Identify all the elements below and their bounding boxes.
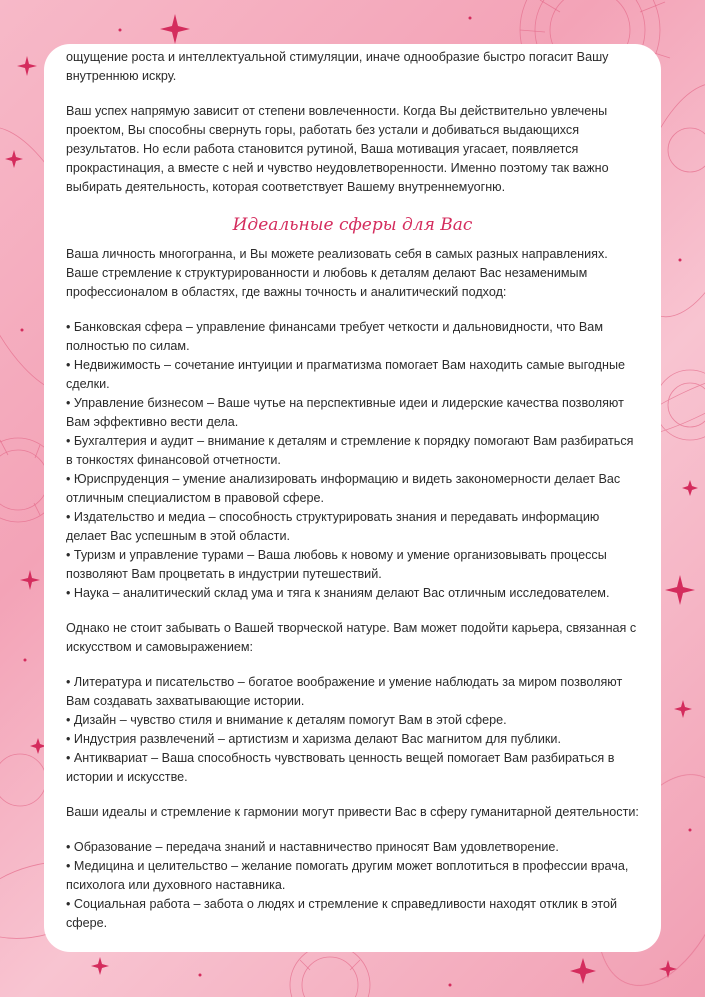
- list-item: • Туризм и управление турами – Ваша любовь к новому и умение организовывать процессы позволяют Вам процветать в индустрии путешествий.: [66, 548, 607, 581]
- list-item: • Индустрия развлечений – артистизм и харизма делают Вас магнитом для публики.: [66, 732, 561, 746]
- list-item: • Издательство и медиа – способность структурировать знания и передавать информацию делает Вас успешным в этой области.: [66, 510, 600, 543]
- list-item: • Медицина и целительство – желание помогать другим может воплотиться в профессии врача, психолога или духовного наставника.: [66, 859, 629, 892]
- list-item: • Бухгалтерия и аудит – внимание к деталям и стремление к порядку помогают Вам разбираться в тонкостях финансовой отчетности.: [66, 434, 634, 467]
- list-item: • Банковская сфера – управление финансами требует четкости и дальновидности, что Вам полностью по силам.: [66, 320, 603, 353]
- content-card: [44, 44, 661, 952]
- list-item: • Юриспруденция – умение анализировать информацию и видеть закономерности делает Вас отличным специалистом в правовой сфере.: [66, 472, 621, 505]
- list-item: • Образование – передача знаний и наставничество приносят Вам удовлетворение.: [66, 840, 559, 854]
- creative-intro: Однако не стоит забывать о Вашей творческой натуре. Вам может подойти карьера, связанная с искусством и самовыражением:: [66, 621, 637, 654]
- list-item: • Социальная работа – забота о людях и стремление к справедливости находят отклик в этой сфере.: [66, 897, 618, 930]
- list-item: • Управление бизнесом – Ваше чутье на перспективные идеи и лидерские качества позволяют Вам эффективно вести дела.: [66, 396, 624, 429]
- creative-careers-list: [66, 673, 639, 787]
- list-item: • Литература и писательство – богатое воображение и умение наблюдать за миром позволяют Вам создавать захватывающие истории.: [66, 675, 623, 708]
- list-item: • Антиквариат – Ваша способность чувствовать ценность вещей помогает Вам разбираться в истории и искусстве.: [66, 751, 615, 784]
- list-item: • Недвижимость – сочетание интуиции и прагматизма помогает Вам находить самые выгодные сделки.: [66, 358, 626, 391]
- humanitarian-intro: Ваши идеалы и стремление к гармонии могут привести Вас в сферу гуманитарной деятельности:: [66, 805, 639, 819]
- intro-paragraph-continued: ощущение роста и интеллектуальной стимуляции, иначе однообразие быстро погасит Вашу внутреннюю искру.: [66, 50, 609, 83]
- section-title: Идеальные сферы для Вас: [232, 215, 473, 235]
- humanitarian-careers-list: [66, 838, 639, 933]
- analytical-careers-list: [66, 318, 639, 603]
- section-intro: Ваша личность многогранна, и Вы можете реализовать себя в самых разных направлениях. Ваше стремление к структурированности и любовь к деталям делают Вас незаменимым профессионалом в областях, где важны точность и аналитический подход:: [66, 247, 608, 299]
- list-item: • Дизайн – чувство стиля и внимание к деталям помогут Вам в этой сфере.: [66, 713, 507, 727]
- list-item: • Наука – аналитический склад ума и тяга к знаниям делают Вас отличным исследователем.: [66, 586, 610, 600]
- intro-paragraph-success: Ваш успех напрямую зависит от степени вовлеченности. Когда Вы действительно увлечены проектом, Вы способны свернуть горы, работать без устали и добиваться выдающихся результатов. Но если работа становится рутиной, Ваша мотивация угасает, появляется прокрастинация, а вместе с ней и чувство неудовлетворенности. Именно поэтому так важно выбирать деятельность, которая соответствует Вашему внутреннемуогню.: [66, 104, 609, 194]
